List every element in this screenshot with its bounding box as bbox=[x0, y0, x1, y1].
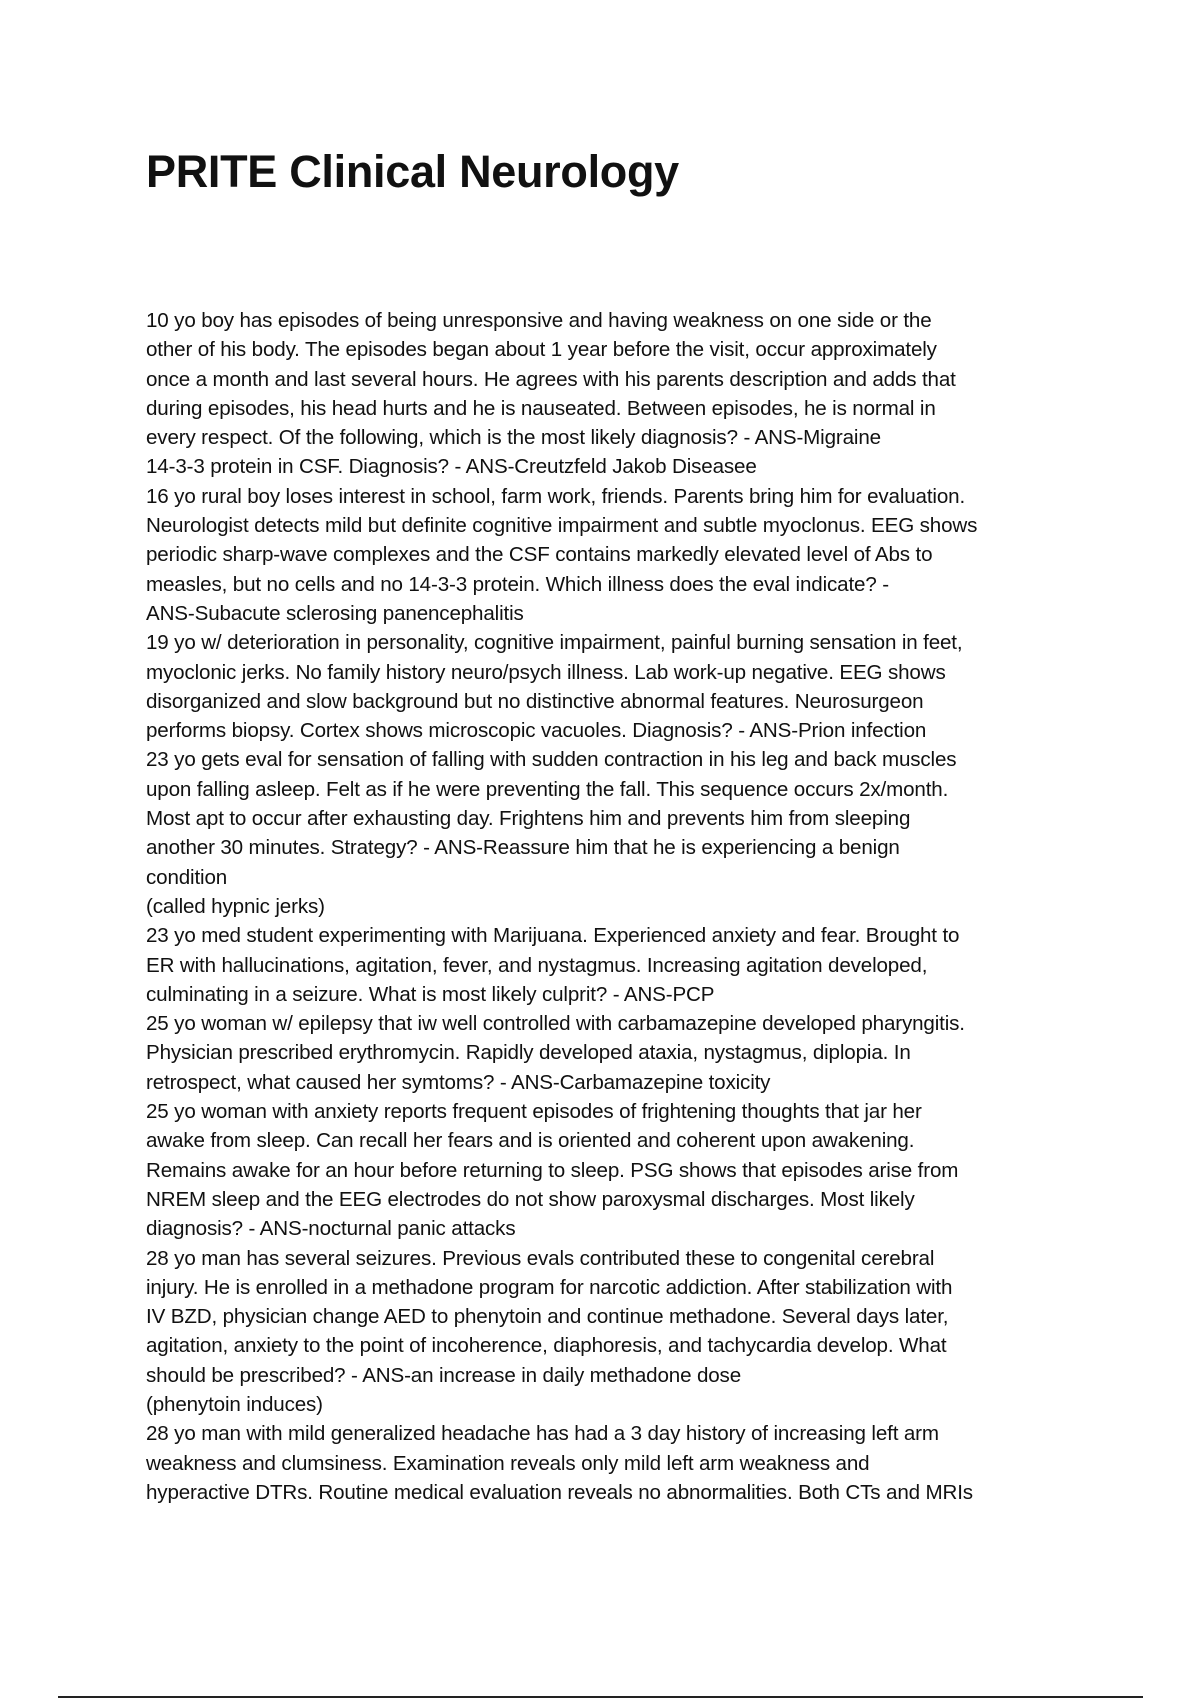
text-line: 25 yo woman with anxiety reports frequent episodes of frightening thoughts that jar her bbox=[146, 1100, 922, 1124]
text-line: performs biopsy. Cortex shows microscopic vacuoles. Diagnosis? - ANS-Prion infection bbox=[146, 719, 927, 743]
text-line: ER with hallucinations, agitation, fever, and nystagmus. Increasing agitation developed, bbox=[146, 953, 928, 977]
text-line: injury. He is enrolled in a methadone program for narcotic addiction. After stabilization with bbox=[146, 1275, 953, 1299]
text-line: 23 yo gets eval for sensation of falling with sudden contraction in his leg and back muscles bbox=[146, 748, 957, 772]
text-line: condition bbox=[146, 865, 228, 889]
text-line: Remains awake for an hour before returning to sleep. PSG shows that episodes arise from bbox=[146, 1158, 959, 1182]
text-line: 23 yo med student experimenting with Marijuana. Experienced anxiety and fear. Brought to bbox=[146, 924, 960, 948]
text-line: 25 yo woman w/ epilepsy that iw well controlled with carbamazepine developed pharyngitis. bbox=[146, 1012, 965, 1036]
text-line: 19 yo w/ deterioration in personality, cognitive impairment, painful burning sensation in feet, bbox=[146, 631, 963, 655]
text-line: other of his body. The episodes began about 1 year before the visit, occur approximately bbox=[146, 338, 937, 362]
text-line: 28 yo man with mild generalized headache has had a 3 day history of increasing left arm bbox=[146, 1422, 939, 1446]
text-line: 14-3-3 protein in CSF. Diagnosis? - ANS-Creutzfeld Jakob Diseasee bbox=[146, 455, 757, 479]
text-line: another 30 minutes. Strategy? - ANS-Reassure him that he is experiencing a benign bbox=[146, 836, 900, 860]
text-line: should be prescribed? - ANS-an increase in daily methadone dose bbox=[146, 1363, 741, 1387]
text-line: ANS-Subacute sclerosing panencephalitis bbox=[146, 601, 524, 625]
text-line: weakness and clumsiness. Examination reveals only mild left arm weakness and bbox=[146, 1451, 870, 1475]
text-line: during episodes, his head hurts and he is nauseated. Between episodes, he is normal in bbox=[146, 396, 936, 420]
text-line: retrospect, what caused her symtoms? - ANS-Carbamazepine toxicity bbox=[146, 1070, 771, 1094]
text-line: measles, but no cells and no 14-3-3 protein. Which illness does the eval indicate? - bbox=[146, 572, 889, 596]
text-line: awake from sleep. Can recall her fears and is oriented and coherent upon awakening. bbox=[146, 1129, 915, 1153]
text-line: periodic sharp-wave complexes and the CSF contains markedly elevated level of Abs to bbox=[146, 543, 933, 567]
text-line: (phenytoin induces) bbox=[146, 1392, 323, 1416]
text-line: (called hypnic jerks) bbox=[146, 894, 325, 918]
text-line: every respect. Of the following, which is the most likely diagnosis? - ANS-Migraine bbox=[146, 426, 881, 450]
text-line: NREM sleep and the EEG electrodes do not show paroxysmal discharges. Most likely bbox=[146, 1187, 915, 1211]
text-line: Neurologist detects mild but definite cognitive impairment and subtle myoclonus. EEG shows bbox=[146, 514, 978, 538]
body-text bbox=[146, 306, 1076, 1507]
text-line: Physician prescribed erythromycin. Rapidly developed ataxia, nystagmus, diplopia. In bbox=[146, 1041, 911, 1065]
text-line: diagnosis? - ANS-nocturnal panic attacks bbox=[146, 1217, 516, 1241]
footer-divider bbox=[58, 1696, 1143, 1698]
text-line: hyperactive DTRs. Routine medical evaluation reveals no abnormalities. Both CTs and MRIs bbox=[146, 1480, 973, 1504]
text-line: once a month and last several hours. He agrees with his parents description and adds that bbox=[146, 367, 956, 391]
text-line: 28 yo man has several seizures. Previous evals contributed these to congenital cerebral bbox=[146, 1246, 935, 1270]
text-line: IV BZD, physician change AED to phenytoin and continue methadone. Several days later, bbox=[146, 1305, 949, 1329]
text-line: myoclonic jerks. No family history neuro/psych illness. Lab work-up negative. EEG shows bbox=[146, 660, 946, 684]
text-line: Most apt to occur after exhausting day. Frightens him and prevents him from sleeping bbox=[146, 807, 911, 831]
text-line: disorganized and slow background but no distinctive abnormal features. Neurosurgeon bbox=[146, 689, 924, 713]
text-line: 10 yo boy has episodes of being unresponsive and having weakness on one side or the bbox=[146, 309, 932, 332]
text-line: upon falling asleep. Felt as if he were preventing the fall. This sequence occurs 2x/month. bbox=[146, 777, 949, 801]
text-line: 16 yo rural boy loses interest in school, farm work, friends. Parents bring him for evaluation. bbox=[146, 484, 966, 508]
text-line: culminating in a seizure. What is most likely culprit? - ANS-PCP bbox=[146, 982, 715, 1006]
page-title: PRITE Clinical Neurology bbox=[146, 146, 679, 197]
text-line: agitation, anxiety to the point of incoherence, diaphoresis, and tachycardia develop. What bbox=[146, 1334, 947, 1358]
